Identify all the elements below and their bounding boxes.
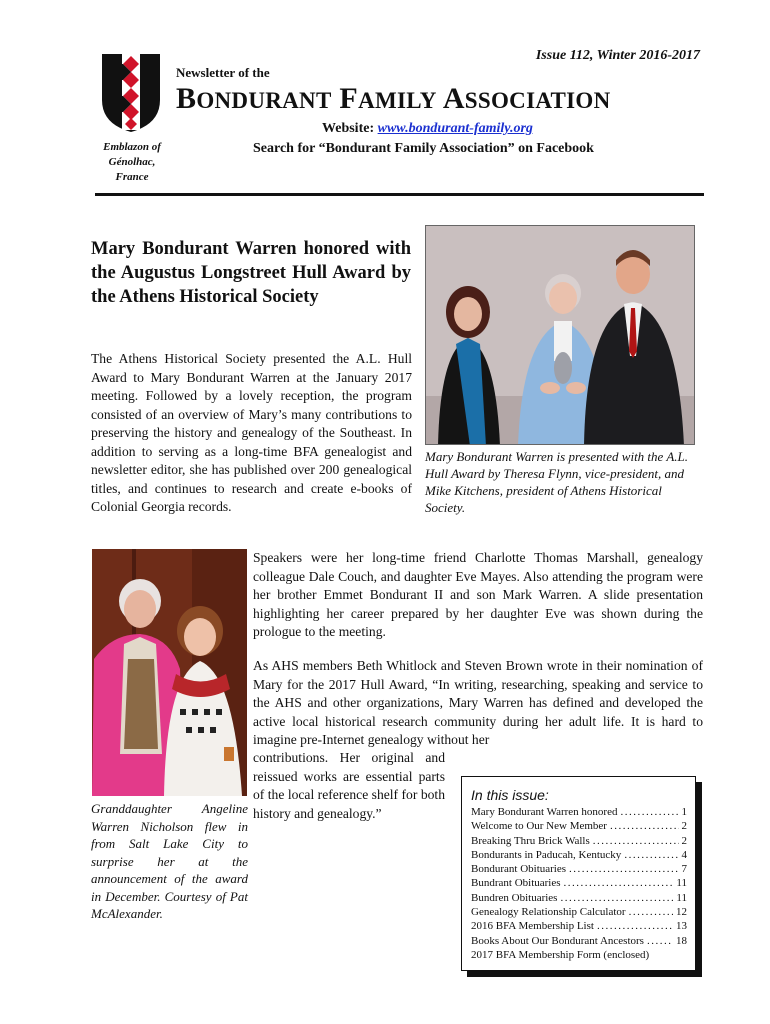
toc-item[interactable] (471, 905, 687, 919)
emblem-caption-line: Génolhac, (108, 156, 156, 168)
emblem-caption (84, 140, 180, 185)
toc-item-page: 2 (681, 834, 687, 847)
toc-item-title: Genealogy Relationship Calculator (471, 906, 626, 919)
title-smallcaps: AMILY (358, 88, 437, 113)
toc-item[interactable] (471, 876, 687, 890)
toc-item-page: 1 (681, 806, 687, 818)
newsletter-of-label: Newsletter of the (176, 65, 270, 80)
toc-item-page: 4 (681, 848, 687, 861)
toc-item-page: 12 (676, 906, 687, 919)
emblem-caption-line: France (115, 171, 149, 183)
toc-item[interactable] (471, 919, 687, 933)
granddaughter-photo (92, 549, 247, 796)
article-paragraph: As AHS members Beth Whitlock and Steven Brown wrote in their nomination of Mary for the 2017 Hull Award, “In writing, researching, speaking and service to the AHS and other organizations, Mary Warren has defined and developed the active local historical research community during her adult life. It is hard to imagine pre-Internet genealogy without her (253, 658, 703, 747)
in-this-issue-box (461, 776, 696, 971)
toc-item-title: Breaking Thru Brick Walls (471, 834, 590, 847)
toc-leader (597, 919, 673, 933)
toc-leader (620, 805, 678, 819)
toc-item-title: Bundrant Obituaries (471, 877, 561, 890)
issue-number: Issue 112, Winter 2016-2017 (535, 48, 700, 63)
toc-leader (610, 819, 679, 833)
title-capital: B (176, 82, 197, 115)
toc-leader (569, 862, 678, 876)
facebook-line: Search for “Bondurant Family Association” on Facebook (253, 141, 594, 156)
header-divider (95, 193, 704, 196)
toc-item-page: 7 (681, 863, 687, 876)
toc-item-page: 2 (681, 820, 687, 833)
website-link[interactable]: www.bondurant-family.org (377, 121, 533, 136)
toc-item-page: 11 (676, 891, 687, 904)
emblem-caption-line: Emblazon of (103, 141, 161, 153)
toc-item-title: Bundren Obituaries (471, 891, 558, 904)
toc-item-page: 11 (676, 877, 687, 890)
toc-item-page: 13 (676, 920, 687, 933)
award-photo-caption: Mary Bondurant Warren is presented with the A.L. Hull Award by Theresa Flynn, vice-president, and Mike Kitchens, president of Athens Historical Society. (425, 449, 689, 515)
toc-leader (629, 905, 673, 919)
title-smallcaps: SSOCIATION (464, 88, 611, 113)
toc-item-page: 18 (676, 934, 687, 947)
article-headline: Mary Bondurant Warren honored with the Augustus Longstreet Hull Award by the Athens Historical Society (91, 239, 411, 307)
title-capital: F (339, 82, 359, 115)
toc-leader (564, 876, 674, 890)
article-intro-paragraph: The Athens Historical Society presented the A.L. Hull Award to Mary Bondurant Warren at the January 2017 meeting. Followed by a lovely reception, the program consisted of an overview of Mary’s many contributions to preserving the history and genealogy of the Southeast. In addition to serving as a long-time BFA genealogist and newsletter editor, she has published over 200 genealogical titles, and continues to research and create e-books of Colonial Georgia records. (91, 351, 412, 514)
toc-item[interactable] (471, 819, 687, 833)
genolhac-shield-emblem (100, 52, 162, 134)
granddaughter-photo-caption: Granddaughter Angeline Warren Nicholson flew in from Salt Lake City to surprise her at the announcement of the award in December. Courtesy of Pat McAlexander. (91, 801, 248, 921)
masthead-title (176, 82, 611, 116)
toc-item[interactable] (471, 805, 687, 819)
toc-item-title: Welcome to Our New Member (471, 820, 607, 833)
award-presentation-photo (425, 225, 695, 445)
toc-item[interactable] (471, 948, 687, 962)
website-label: Website: (322, 121, 375, 136)
website-line (322, 121, 533, 137)
toc-item[interactable] (471, 848, 687, 862)
toc-item-title: 2017 BFA Membership Form (enclosed) (471, 948, 650, 961)
toc-leader (593, 834, 679, 848)
title-capital: A (442, 82, 465, 115)
toc-item-title: Mary Bondurant Warren honored (471, 806, 618, 818)
toc-item-title: Bondurants in Paducah, Kentucky (471, 848, 622, 861)
toc-item[interactable] (471, 834, 687, 848)
article-paragraph-continued: contributions. Her original and reissued works are essential parts of the local reference shelf for both history and genealogy.” (253, 750, 445, 821)
toc-item-title: Bondurant Obituaries (471, 863, 567, 876)
toc-item[interactable] (471, 862, 687, 876)
toc-item[interactable] (471, 891, 687, 905)
toc-leader (560, 891, 673, 905)
toc-title: In this issue: (471, 787, 549, 803)
toc-leader (647, 934, 673, 948)
toc-item-title: Books About Our Bondurant Ancestors (471, 934, 644, 947)
toc-item[interactable] (471, 934, 687, 948)
toc-leader (624, 848, 678, 862)
toc-item-title: 2016 BFA Membership List (471, 920, 594, 933)
article-paragraph: Speakers were her long-time friend Charlotte Thomas Marshall, genealogy colleague Dale Couch, and daughter Eve Mayes. Also attending the program were her brother Emmet Bondurant II and son Mark Warren. A slide presentation highlighting her career prepared by her daughter Eve was shown during the prologue to the meeting. (253, 550, 703, 639)
title-smallcaps: ONDURANT (196, 88, 332, 113)
